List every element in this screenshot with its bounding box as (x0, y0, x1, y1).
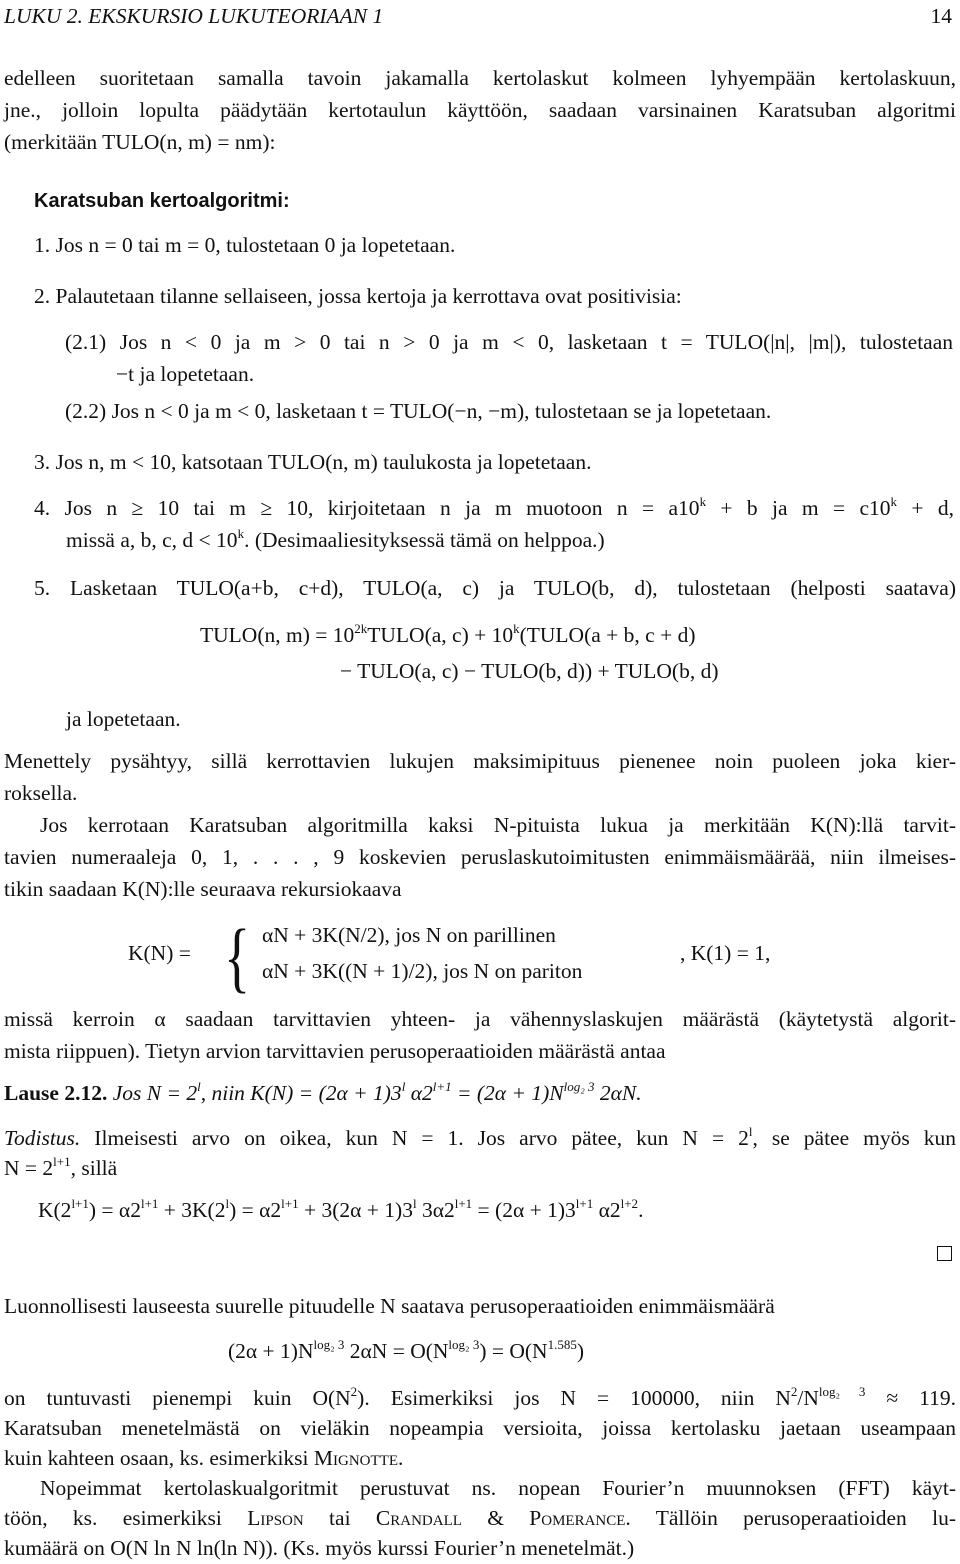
closing-line-7: kumäärä on O(N ln N ln(ln N)). (Ks. myös kurssi Fourier’n menetelmät.) (4, 1536, 635, 1560)
paragraph-3-line-2: mista riippuen). Tietyn arvion tarvittavien perusoperaatioiden määrästä antaa (4, 1039, 666, 1063)
proof-line-2: $N = 2^{l+1}$, sillä (4, 1154, 118, 1180)
paragraph-1-line-2: roksella. (4, 781, 78, 805)
closing-line-5: Nopeimmat kertolaskualgoritmit perustuvat ns. nopean Fourier’n muunnoksen (FFT) käyt- (40, 1476, 956, 1500)
recursion-initial: , K(1) = 1, (680, 941, 771, 965)
algorithm-end: ja lopetetaan. (66, 707, 181, 731)
algorithm-step-2-2: (2.2) Jos n < 0 ja m < 0, lasketaan t = TULO(−n, −m), tulostetaan se ja lopetetaan. (65, 399, 772, 423)
formula-line-1: TULO(n, $m) = 10^{2k}TULO(a$, $c) + 10^k(TULO(a + b$, c + d) (200, 621, 696, 647)
closing-line-6: töön, ks. esimerkiksi Lipson tai Crandall & Pomerance. Tällöin perusoperaatioiden lu- (4, 1506, 956, 1530)
intro-line-3: (merkitään TULO(n, m) = nm): (4, 130, 276, 154)
running-header (4, 2, 956, 30)
complexity-formula: $(2\alpha + 1)N^{log_2 3}$ $2\alpha N = O(N^{log_2 3}) = O(N^{1.585})$ (228, 1337, 584, 1363)
algorithm-step-2: 2. Palautetaan tilanne sellaiseen, jossa kertoja ja kerrottava ovat positivisia: (34, 284, 682, 308)
recursion-case-1: αN + 3K(N/2), jos N on parillinen (262, 923, 556, 947)
recursion-case-2: αN + 3K((N + 1)/2), jos N on pariton (262, 959, 583, 983)
theorem-label: Lause 2.12. (4, 1081, 108, 1105)
algorithm-step-2-1-cont: −t ja lopetetaan. (116, 362, 255, 386)
closing-line-3: Karatsuban menetelmästä on vieläkin nopeampia versioita, joissa kertolasku jaetaan useampaan (4, 1416, 956, 1440)
algorithm-step-4: 4. Jos n ≥ 10 tai m ≥ 10, kirjoitetaan n ja m muotoon $n = a10^k + b$ ja $m = c10^k + d$, (34, 494, 954, 520)
theorem-statement: Jos $N = 2^l$, niin $K(N) = (2\alpha + 1)3^l$ $\alpha 2^{l+1} = (2\alpha + 1)N^{log_2 3}$ 2αN. (112, 1079, 642, 1105)
theorem (4, 1079, 956, 1107)
intro-line-2: jne., jolloin lopulta päädytään kertotaulun käyttöön, saadaan varsinainen Karatsuban algoritmi (4, 98, 956, 122)
reference-lipson: Lipson (247, 1506, 304, 1530)
recursion-lhs: K(N) = (128, 941, 191, 965)
closing-line-4: kuin kahteen osaan, ks. esimerkiksi Mignotte. (4, 1446, 404, 1470)
closing-line-1: Luonnollisesti lauseesta suurelle pituudelle N saatava perusoperaatioiden enimmäismäärä (4, 1294, 775, 1318)
closing-line-2: on tuntuvasti pienempi kuin $O(N^2)$. Esimerkiksi jos N = 100000, niin $N^2/N^{log_2 3} \approx 119$. (4, 1384, 956, 1410)
reference-crandall-pomerance: Crandall & Pomerance (375, 1506, 626, 1530)
paragraph-2-line-2: tavien numeraaleja 0, 1, . . . , 9 koskevien peruslaskutoimitusten enimmäismäärää, niin ilmeises- (4, 845, 956, 869)
proof-line-1: Todistus. Ilmeisesti arvo on oikea, kun N = 1. Jos arvo pätee, kun $N = 2^l$, se pätee myös kun (4, 1124, 957, 1150)
algorithm-step-3: 3. Jos n, m < 10, katsotaan TULO(n, m) taulukosta ja lopetetaan. (34, 450, 592, 474)
cases-brace: { (224, 913, 251, 1000)
algorithm-step-4-cont: missä a, b, c, $d < 10^k$. (Desimaaliesityksessä tämä on helppoa.) (66, 526, 605, 552)
formula-line-2: − TULO(a, c) − TULO(b, d)) + TULO(b, d) (340, 659, 719, 683)
proof-label: Todistus. (4, 1126, 81, 1150)
paragraph-3-line-1: missä kerroin α saadaan tarvittavien yhteen- ja vähennyslaskujen määrästä (käytetystä algorit- (4, 1007, 956, 1031)
paragraph-1-line-1: Menettely pysähtyy, sillä kerrottavien lukujen maksimipituus pienenee noin puoleen joka kier- (4, 749, 956, 773)
intro-line-1: edelleen suoritetaan samalla tavoin jakamalla kertolaskut kolmeen lyhyempään kertolaskuun, (4, 66, 956, 90)
algorithm-step-5: 5. Lasketaan TULO(a+b, c+d), TULO(a, c) ja TULO(b, d), tulostetaan (helposti saatava) (34, 576, 956, 600)
algorithm-step-2-1: (2.1) Jos n < 0 ja m > 0 tai n > 0 ja m < 0, lasketaan t = TULO(|n|, |m|), tulostetaan (65, 330, 953, 354)
algorithm-title: Karatsuban kertoalgoritmi: (34, 190, 290, 212)
chapter-title: LUKU 2. EKSKURSIO LUKUTEORIAAN 1 (4, 4, 384, 28)
reference-mignotte: Mignotte (313, 1446, 399, 1470)
algorithm-step-1: 1. Jos n = 0 tai m = 0, tulostetaan 0 ja lopetetaan. (34, 233, 456, 257)
proof-equation: $K(2^{l+1}) = \alpha 2^{l+1} + 3K(2^l) = \alpha 2^{l+1} + 3(2\alpha + 1)3^l$ $3\alpha 2^{l+1} = (2\alpha + 1)3^{l+1}$ $\alpha 2^{l+2}$. (38, 1196, 644, 1222)
paragraph-2-line-3: tikin saadaan K(N):lle seuraava rekursiokaava (4, 877, 402, 901)
paragraph-2-line-1: Jos kerrotaan Karatsuban algoritmilla kaksi N-pituista lukua ja merkitään K(N):llä tarvit- (40, 813, 956, 837)
qed-symbol (937, 1246, 952, 1261)
page-number: 14 (930, 4, 952, 28)
